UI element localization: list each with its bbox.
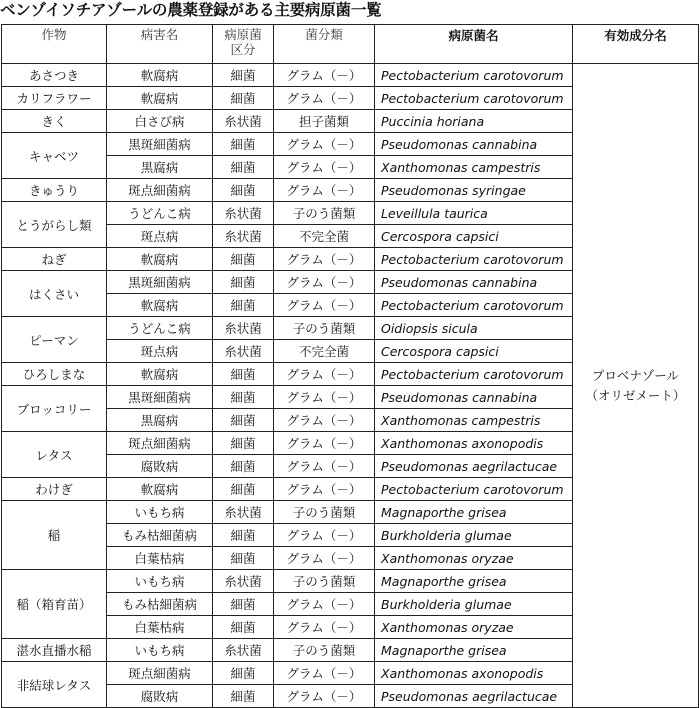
pathogen-class-cell: 細菌 (213, 432, 274, 455)
pathogen-table (1, 24, 699, 708)
pathogen-name-cell: Xanthomonas axonopodis (375, 662, 573, 685)
header-disease: 病害名 (107, 25, 213, 64)
taxonomy-cell: 子のう菌類 (274, 570, 375, 593)
pathogen-class-cell: 糸状菌 (213, 110, 274, 133)
active-ingredient-cell (573, 64, 699, 708)
pathogen-name-cell: Pseudomonas aegrilactucae (375, 685, 573, 708)
crop-cell: わけぎ (2, 478, 107, 501)
taxonomy-cell: 子のう菌類 (274, 202, 375, 225)
disease-cell: 腐敗病 (107, 685, 213, 708)
disease-cell: 黒斑細菌病 (107, 133, 213, 156)
header-pathogen-class-line1: 病原菌 (224, 27, 262, 42)
taxonomy-cell: グラム（－） (274, 363, 375, 386)
pathogen-name-cell: Puccinia horiana (375, 110, 573, 133)
taxonomy-cell: グラム（－） (274, 87, 375, 110)
disease-cell: いもち病 (107, 570, 213, 593)
disease-cell: 黒腐病 (107, 156, 213, 179)
disease-cell: 軟腐病 (107, 478, 213, 501)
header-pathogen-name: 病原菌名 (375, 25, 573, 64)
pathogen-name-cell: Magnaporthe grisea (375, 639, 573, 662)
taxonomy-cell: グラム（－） (274, 409, 375, 432)
taxonomy-cell: グラム（－） (274, 248, 375, 271)
disease-cell: 白葉枯病 (107, 616, 213, 639)
disease-cell: 白葉枯病 (107, 547, 213, 570)
pathogen-name-cell: Xanthomonas oryzae (375, 616, 573, 639)
pathogen-class-cell: 細菌 (213, 87, 274, 110)
pathogen-name-cell: Oidiopsis sicula (375, 317, 573, 340)
pathogen-name-cell: Pseudomonas cannabina (375, 386, 573, 409)
pathogen-class-cell: 細菌 (213, 363, 274, 386)
pathogen-name-cell: Burkholderia glumae (375, 593, 573, 616)
taxonomy-cell: グラム（－） (274, 294, 375, 317)
disease-cell: 軟腐病 (107, 87, 213, 110)
pathogen-name-cell: Xanthomonas campestris (375, 156, 573, 179)
disease-cell: 斑点病 (107, 340, 213, 363)
pathogen-class-cell: 糸状菌 (213, 317, 274, 340)
crop-cell: 稲 (2, 501, 107, 570)
pathogen-class-cell: 細菌 (213, 547, 274, 570)
crop-cell: はくさい (2, 271, 107, 317)
crop-cell: カリフラワー (2, 87, 107, 110)
pathogen-class-cell: 細菌 (213, 133, 274, 156)
pathogen-name-cell: Cercospora capsici (375, 225, 573, 248)
taxonomy-cell: グラム（－） (274, 455, 375, 478)
pathogen-class-cell: 細菌 (213, 662, 274, 685)
disease-cell: うどんこ病 (107, 317, 213, 340)
taxonomy-cell: 子のう菌類 (274, 317, 375, 340)
pathogen-class-cell: 細菌 (213, 616, 274, 639)
disease-cell: いもち病 (107, 639, 213, 662)
header-taxonomy: 菌分類 (274, 25, 375, 64)
disease-cell: 軟腐病 (107, 64, 213, 87)
disease-cell: うどんこ病 (107, 202, 213, 225)
pathogen-class-cell: 糸状菌 (213, 202, 274, 225)
pathogen-class-cell: 糸状菌 (213, 570, 274, 593)
taxonomy-cell: 子のう菌類 (274, 639, 375, 662)
disease-cell: 白さび病 (107, 110, 213, 133)
taxonomy-cell: 不完全菌 (274, 225, 375, 248)
taxonomy-cell: グラム（－） (274, 432, 375, 455)
pathogen-class-cell: 細菌 (213, 685, 274, 708)
disease-cell: 軟腐病 (107, 248, 213, 271)
pathogen-class-cell: 糸状菌 (213, 340, 274, 363)
disease-cell: もみ枯細菌病 (107, 524, 213, 547)
pathogen-class-cell: 細菌 (213, 409, 274, 432)
pathogen-name-cell: Pseudomonas syringae (375, 179, 573, 202)
taxonomy-cell: グラム（－） (274, 386, 375, 409)
taxonomy-cell: グラム（－） (274, 662, 375, 685)
pathogen-class-cell: 細菌 (213, 524, 274, 547)
header-active-ingredient: 有効成分名 (573, 25, 699, 64)
disease-cell: いもち病 (107, 501, 213, 524)
taxonomy-cell: グラム（－） (274, 64, 375, 87)
taxonomy-cell: グラム（－） (274, 616, 375, 639)
page-title: ベンゾイソチアゾールの農薬登録がある主要病原菌一覧 (0, 1, 382, 19)
crop-cell: ブロッコリー (2, 386, 107, 432)
pathogen-name-cell: Pectobacterium carotovorum (375, 478, 573, 501)
disease-cell: 腐敗病 (107, 455, 213, 478)
table-body (2, 64, 699, 708)
pathogen-class-cell: 細菌 (213, 64, 274, 87)
pathogen-name-cell: Xanthomonas campestris (375, 409, 573, 432)
header-pathogen-class (213, 25, 274, 64)
pathogen-name-cell: Magnaporthe grisea (375, 570, 573, 593)
disease-cell: もみ枯細菌病 (107, 593, 213, 616)
crop-cell: きゅうり (2, 179, 107, 202)
crop-cell: あさつき (2, 64, 107, 87)
active-ingredient-name: プロベナゾール (591, 367, 680, 383)
taxonomy-cell: 子のう菌類 (274, 501, 375, 524)
pathogen-name-cell: Xanthomonas axonopodis (375, 432, 573, 455)
taxonomy-cell: グラム（－） (274, 179, 375, 202)
pathogen-class-cell: 糸状菌 (213, 501, 274, 524)
pathogen-class-cell: 糸状菌 (213, 225, 274, 248)
disease-cell: 軟腐病 (107, 294, 213, 317)
pathogen-class-cell: 細菌 (213, 271, 274, 294)
taxonomy-cell: グラム（－） (274, 156, 375, 179)
pathogen-name-cell: Burkholderia glumae (375, 524, 573, 547)
taxonomy-cell: 担子菌類 (274, 110, 375, 133)
crop-cell: ピーマン (2, 317, 107, 363)
header-row (2, 25, 699, 64)
disease-cell: 軟腐病 (107, 363, 213, 386)
crop-cell: 稲（箱育苗） (2, 570, 107, 639)
disease-cell: 斑点病 (107, 225, 213, 248)
taxonomy-cell: グラム（－） (274, 593, 375, 616)
crop-cell: キャベツ (2, 133, 107, 179)
pathogen-name-cell: Cercospora capsici (375, 340, 573, 363)
crop-cell: ねぎ (2, 248, 107, 271)
taxonomy-cell: グラム（－） (274, 478, 375, 501)
crop-cell: ひろしまな (2, 363, 107, 386)
pathogen-name-cell: Pseudomonas cannabina (375, 133, 573, 156)
crop-cell: レタス (2, 432, 107, 478)
header-crop: 作物 (2, 25, 107, 64)
pathogen-name-cell: Pectobacterium carotovorum (375, 248, 573, 271)
pathogen-class-cell: 細菌 (213, 294, 274, 317)
pathogen-class-cell: 細菌 (213, 593, 274, 616)
taxonomy-cell: グラム（－） (274, 133, 375, 156)
taxonomy-cell: 不完全菌 (274, 340, 375, 363)
pathogen-name-cell: Pectobacterium carotovorum (375, 87, 573, 110)
disease-cell: 斑点細菌病 (107, 432, 213, 455)
crop-cell: 湛水直播水稲 (2, 639, 107, 662)
pathogen-name-cell: Pseudomonas aegrilactucae (375, 455, 573, 478)
taxonomy-cell: グラム（－） (274, 271, 375, 294)
pathogen-class-cell: 細菌 (213, 156, 274, 179)
active-ingredient-alt: （オリゼメート） (585, 387, 686, 403)
crop-cell: 非結球レタス (2, 662, 107, 708)
pathogen-name-cell: Leveillula taurica (375, 202, 573, 225)
pathogen-class-cell: 細菌 (213, 386, 274, 409)
pathogen-name-cell: Pseudomonas cannabina (375, 271, 573, 294)
table-row (2, 64, 699, 87)
pathogen-name-cell: Pectobacterium carotovorum (375, 294, 573, 317)
taxonomy-cell: グラム（－） (274, 547, 375, 570)
crop-cell: きく (2, 110, 107, 133)
disease-cell: 黒斑細菌病 (107, 386, 213, 409)
pathogen-class-cell: 細菌 (213, 179, 274, 202)
taxonomy-cell: グラム（－） (274, 524, 375, 547)
disease-cell: 斑点細菌病 (107, 662, 213, 685)
pathogen-class-cell: 細菌 (213, 248, 274, 271)
pathogen-name-cell: Pectobacterium carotovorum (375, 363, 573, 386)
pathogen-name-cell: Xanthomonas oryzae (375, 547, 573, 570)
pathogen-class-cell: 糸状菌 (213, 639, 274, 662)
disease-cell: 黒斑細菌病 (107, 271, 213, 294)
pathogen-name-cell: Pectobacterium carotovorum (375, 64, 573, 87)
taxonomy-cell: グラム（－） (274, 685, 375, 708)
disease-cell: 黒腐病 (107, 409, 213, 432)
crop-cell: とうがらし類 (2, 202, 107, 248)
disease-cell: 斑点細菌病 (107, 179, 213, 202)
header-pathogen-class-line2: 区分 (230, 42, 256, 57)
pathogen-class-cell: 細菌 (213, 455, 274, 478)
pathogen-class-cell: 細菌 (213, 478, 274, 501)
pathogen-name-cell: Magnaporthe grisea (375, 501, 573, 524)
